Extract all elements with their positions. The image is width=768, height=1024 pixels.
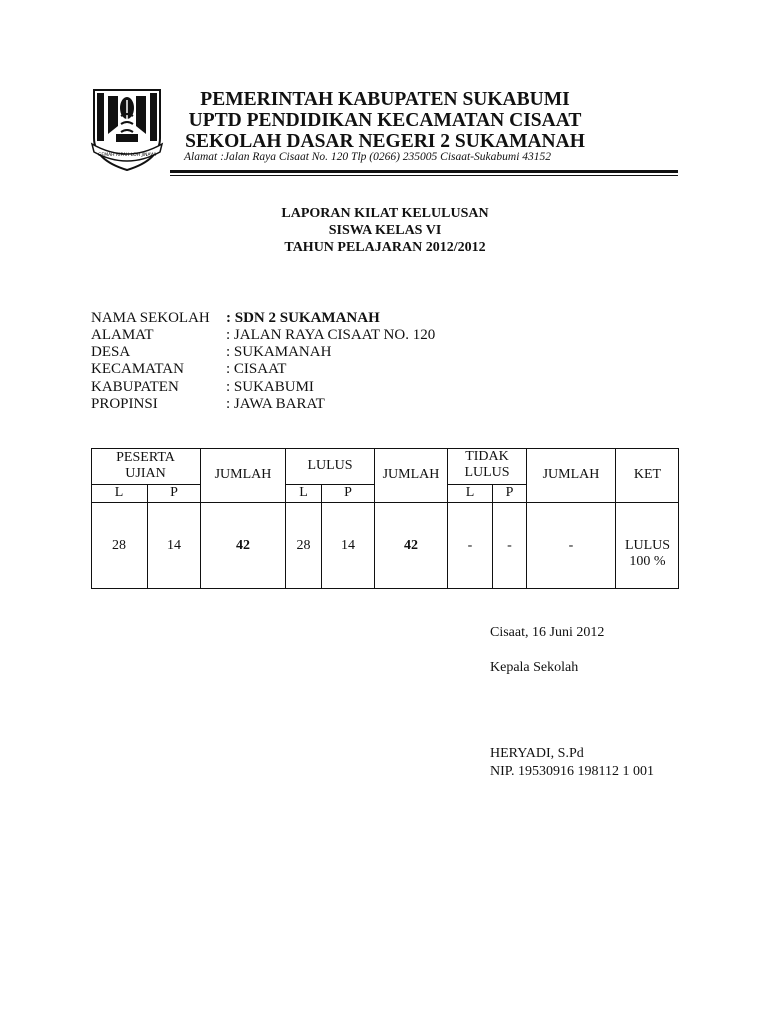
header-address: Alamat :Jalan Raya Cisaat No. 120 Tlp (0266) 235005 Cisaat-Sukabumi 43152 — [184, 151, 552, 163]
cell-jumlah-tidak-lulus: - — [568, 538, 574, 553]
info-value: : JAWA BARAT — [226, 396, 325, 412]
info-label: KECAMATAN — [91, 361, 184, 377]
header-text: TIDAK — [465, 449, 509, 464]
subheader-p: P — [344, 485, 352, 500]
report-title: LAPORAN KILAT KELULUSAN — [281, 206, 489, 221]
subheader-p: P — [505, 485, 514, 500]
info-value: : SUKAMANAH — [226, 344, 332, 360]
info-value: : SUKABUMI — [226, 379, 314, 395]
cell-tidak-lulus-p: - — [507, 538, 512, 553]
subheader-l: L — [114, 485, 124, 500]
header-government: PEMERINTAH KABUPATEN SUKABUMI — [200, 89, 570, 110]
header-jumlah-tidak-lulus: JUMLAH — [542, 467, 600, 482]
info-label: KABUPATEN — [91, 379, 179, 395]
info-label: PROPINSI — [91, 396, 158, 412]
graduation-table — [91, 448, 679, 589]
header-uptd: UPTD PENDIDIKAN KECAMATAN CISAAT — [188, 110, 582, 131]
header-jumlah-lulus: JUMLAH — [382, 467, 440, 482]
cell-peserta-l: 28 — [112, 538, 126, 553]
subheader-l: L — [465, 485, 475, 500]
cell-lulus-p: 14 — [341, 538, 355, 553]
header-peserta-ujian — [91, 450, 200, 482]
subheader-p: P — [170, 485, 178, 500]
info-value: : JALAN RAYA CISAAT NO. 120 — [226, 327, 436, 343]
header-text: PESERTA — [116, 450, 175, 465]
ket-percentage: 100 % — [629, 554, 666, 569]
school-emblem-logo — [88, 86, 166, 172]
header-text: LULUS — [464, 465, 510, 480]
cell-jumlah-peserta: 42 — [236, 538, 250, 553]
header-ket: KET — [633, 467, 662, 482]
signature-position: Kepala Sekolah — [490, 660, 579, 675]
info-value: : CISAAT — [226, 361, 287, 377]
letterhead-rule-thick — [170, 170, 678, 173]
cell-lulus-l: 28 — [296, 538, 311, 553]
cell-peserta-p: 14 — [167, 538, 181, 553]
header-text: UJIAN — [125, 466, 166, 481]
info-label: ALAMAT — [91, 327, 154, 343]
header-tidak-lulus — [448, 449, 526, 481]
info-label: NAMA SEKOLAH — [91, 310, 210, 326]
header-school: SEKOLAH DASAR NEGERI 2 SUKAMANAH — [185, 131, 585, 152]
cell-ket — [616, 538, 679, 570]
header-lulus: LULUS — [307, 458, 353, 473]
report-year: TAHUN PELAJARAN 2012/2012 — [284, 240, 486, 255]
subheader-l: L — [299, 485, 308, 500]
signature-place-date: Cisaat, 16 Juni 2012 — [490, 625, 605, 640]
letterhead-rule-thin — [170, 175, 678, 176]
signature-name: HERYADI, S.Pd — [490, 746, 584, 761]
logo-motto: GEMAH RIPAH LOH JINAWI — [97, 153, 157, 158]
info-label: DESA — [91, 344, 131, 360]
ket-status: LULUS — [624, 538, 671, 553]
info-value: : SDN 2 SUKAMANAH — [226, 310, 380, 326]
cell-tidak-lulus-l: - — [467, 538, 473, 553]
header-jumlah-peserta: JUMLAH — [214, 467, 272, 482]
report-subtitle: SISWA KELAS VI — [328, 223, 442, 238]
cell-jumlah-lulus: 42 — [404, 538, 418, 553]
signature-nip: NIP. 19530916 198112 1 001 — [490, 764, 654, 779]
